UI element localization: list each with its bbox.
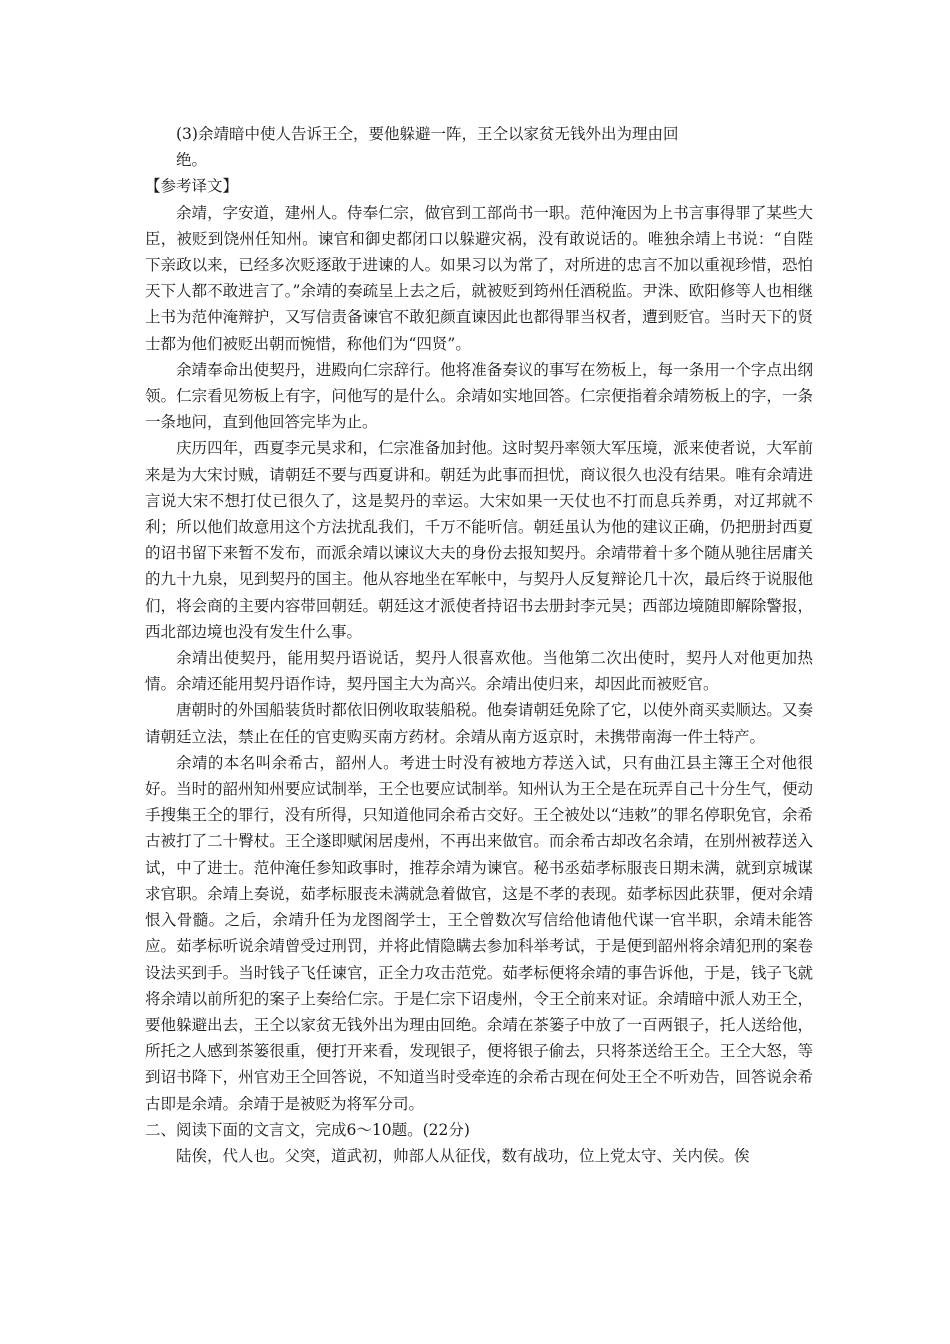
- translation-paragraph-4: 余靖出使契丹，能用契丹语说话，契丹人很喜欢他。当他第二次出使时，契丹人对他更加热情。余靖还能用契丹语作诗，契丹国主大为高兴。余靖出使归来，却因此而被贬官。: [145, 649, 813, 694]
- translation-paragraph-6: 余靖的本名叫余希古，韶州人。考进士时没有被地方荐送入试，只有曲江县主簿王仝对他很好。当时的韶州知州要应试制举，王仝也要应试制举。知州认为王仝是在玩弄自己十分生气，便动手搜集王仝的罪行，没有所得，只知道他同余希古交好。王仝被处以“违敕”的罪名停职免官，余希古被打了二十臀杖。王仝遂即赋闲居虔州，不再出来做官。而余希古却改名余靖，在别州被荐送入试，中了进士。范仲淹任参知政事时，推荐余靖为谏官。秘书丞茹孝标服丧日期未满，就到京城谋求官职。余靖上奏说，茹孝标服丧未满就急着做官，这是不孝的表现。茹孝标因此获罪，便对余靖恨入骨髓。之后，余靖升任为龙图阁学士，王仝曾数次写信给他请他代谋一官半职，余靖未能答应。茹孝标听说余靖曾受过刑罚，并将此情隐瞒去参加科举考试，于是便到韶州将余靖犯刑的案卷设法买到手。当时钱子飞任谏官，正全力攻击范党。茹孝标便将余靖的事告诉他，于是，钱子飞就将余靖以前所犯的案子上奏给仁宗。于是仁宗下诏虔州，令王仝前来对证。余靖暗中派人劝王仝，要他躲避出去，王仝以家贫无钱外出为理由回绝。余靖在茶篓子中放了一百两银子，托人送给他，所托之人感到茶篓很重，便打开来看，发现银子，便将银子偷去，只将茶送给王仝。王仝大怒，等到诏书降下，州官劝王仝回答说，不知道当时受牵连的余希古现在何处王仝不听劝告，回答说余希古即是余靖。余靖于是被贬为将军分司。: [145, 753, 813, 1113]
- translation-paragraph-3: 庆历四年，西夏李元昊求和，仁宗准备加封他。这时契丹率领大军压境，派来使者说，大军前来是为大宋讨贼，请朝廷不要与西夏讲和。朝廷为此事而担忧，商议很久也没有结果。唯有余靖进言说大宋不想打仗已很久了，这是契丹的幸运。大宋如果一天仗也不打而息兵养勇，对辽邦就不利；所以他们故意用这个方法扰乱我们，千万不能听信。朝廷虽认为他的建议正确，仍把册封西夏的诏书留下来暂不发布，而派余靖以谏议大夫的身份去报知契丹。余靖带着十多个随从驰往居庸关的九十九泉，见到契丹的国主。他从容地坐在军帐中，与契丹人反复辩论几十次，最后终于说服他们，将会商的主要内容带回朝廷。朝廷这才派使者持诏书去册封李元昊；西部边境随即解除警报，西北部边境也没有发生什么事。: [145, 439, 813, 641]
- answer-item-3-continued: 绝。: [176, 151, 208, 170]
- section-two-paragraph: 陆俟，代人也。父突，道武初，帅部人从征伐，数有战功，位上党太守、关内侯。俟: [176, 1146, 750, 1165]
- translation-paragraph-2: 余靖奉命出使契丹，进殿向仁宗辞行。他将准备奏议的事写在笏板上，每一条用一个字点出纲领。仁宗看见笏板上有字，问他写的是什么。余靖如实地回答。仁宗便指着余靖笏板上的字，一条一条地问，直到他回答完毕为止。: [145, 360, 813, 432]
- document-body: [145, 121, 813, 1169]
- translation-paragraph-5: 唐朝时的外国船装货时都依旧例收取装船税。他奏请朝廷免除了它，以使外商买卖顺达。又奏请朝廷立法，禁止在任的官吏购买南方药材。余靖从南方返京时，未携带南海一件土特产。: [145, 701, 813, 746]
- section-two-heading: 二、阅读下面的文言文，完成6～10题。(22分): [145, 1120, 470, 1139]
- answer-item-3: (3)余靖暗中使人告诉王仝，要他躲避一阵，王仝以家贫无钱外出为理由回: [176, 125, 679, 143]
- translation-heading: 【参考译文】: [145, 177, 239, 196]
- translation-paragraph-1: 余靖，字安道，建州人。侍奉仁宗，做官到工部尚书一职。范仲淹因为上书言事得罪了某些大臣，被贬到饶州任知州。谏官和御史都闭口以躲避灾祸，没有敢说话的。唯独余靖上书说：“自陛下亲政以来，已经多次贬逐敢于进谏的人。如果习以为常了，对所进的忠言不加以重视珍惜，恐怕天下人都不敢进言了。”余靖的奏疏呈上去之后，就被贬到筠州任酒税监。尹洙、欧阳修等人也相继上书为范仲淹辩护，又写信责备谏官不敢犯颜直谏因此也都得罪当权者，遭到贬官。当时天下的贤士都为他们被贬出朝而惋惜，称他们为“四贤”。: [145, 203, 813, 353]
